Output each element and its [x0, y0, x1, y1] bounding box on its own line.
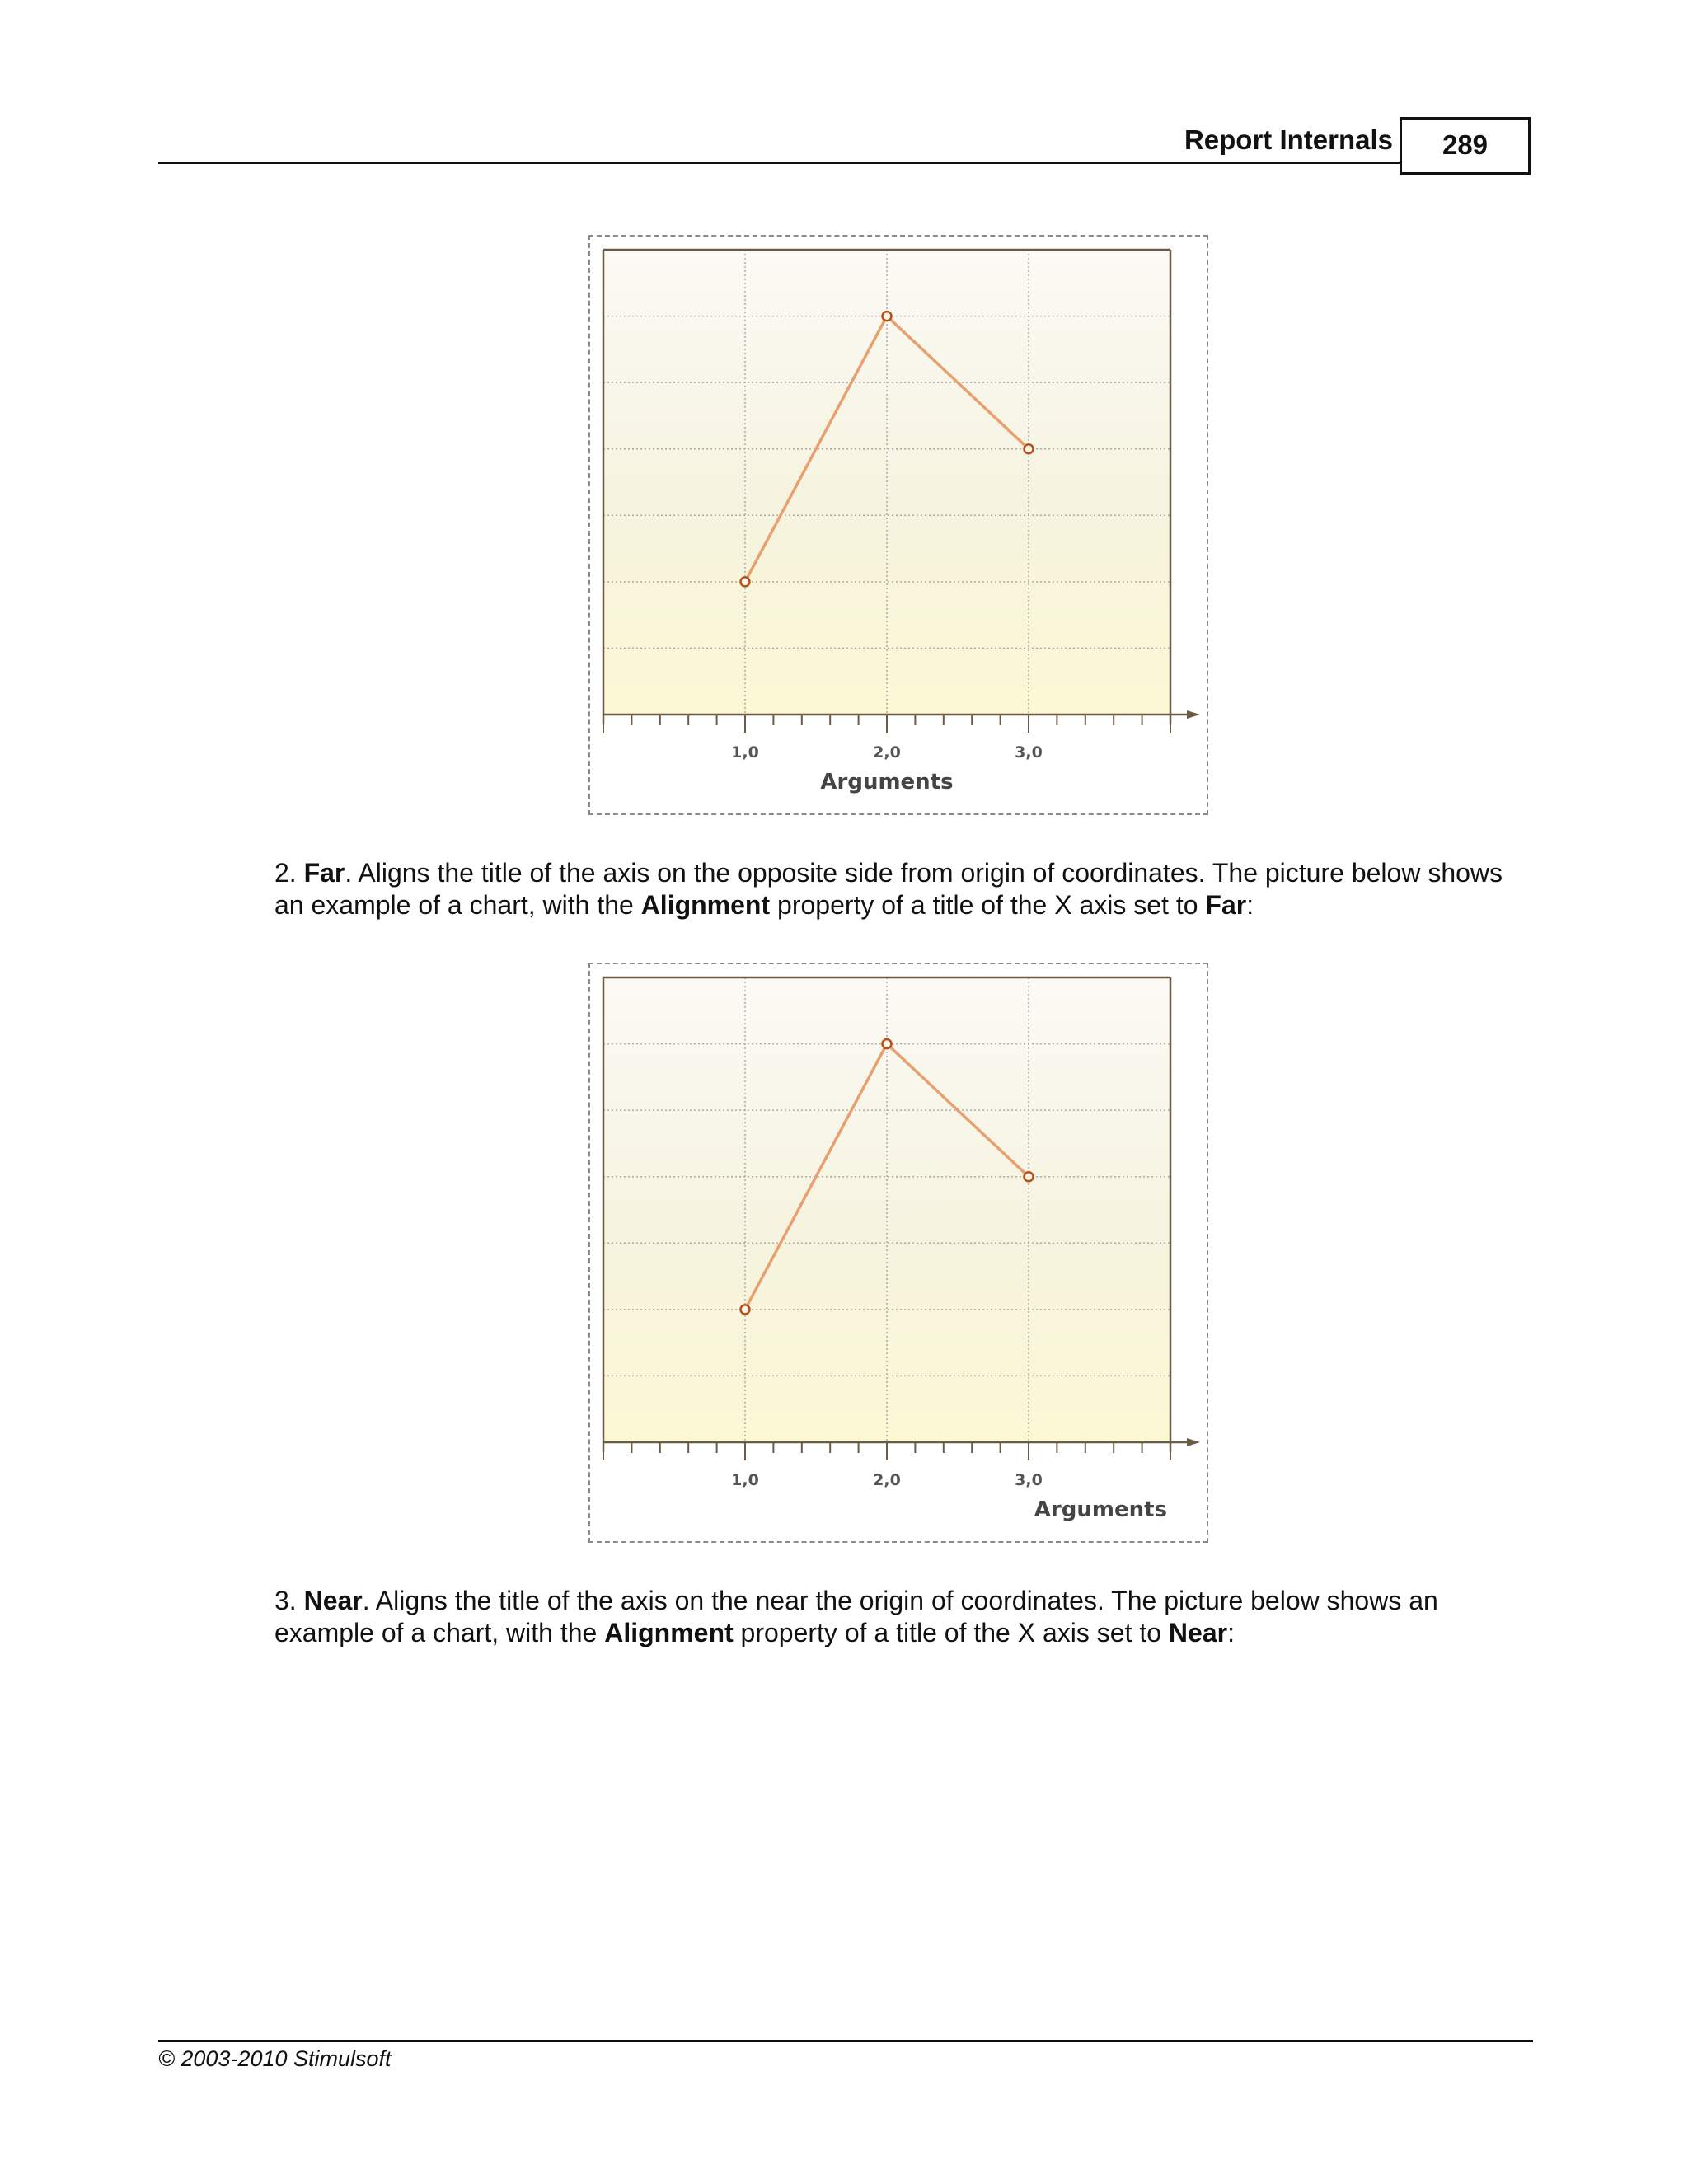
x-axis-ticks — [603, 1442, 1170, 1460]
property-alignment: Alignment — [640, 890, 771, 920]
para-number: 3. — [274, 1586, 304, 1615]
data-point — [1025, 1172, 1034, 1181]
para-end: : — [1246, 890, 1254, 920]
chart-1-svg — [590, 964, 1207, 1541]
header-section-title: Report Internals — [1184, 124, 1393, 155]
x-tick-label: 2,0 — [873, 743, 901, 762]
footer-rule — [158, 2040, 1533, 2042]
x-tick-label: 1,0 — [731, 743, 759, 762]
term-far: Far — [303, 858, 345, 888]
x-axis-ticks — [603, 715, 1170, 733]
chart-far-preceding — [588, 235, 1208, 815]
page-number-box: 289 — [1400, 117, 1531, 175]
para-text: property of a title of the X axis set to — [770, 890, 1206, 920]
x-axis-arrow — [1187, 710, 1200, 719]
data-point — [1025, 444, 1034, 453]
header-rule — [158, 162, 1400, 164]
x-axis-arrow — [1187, 1438, 1200, 1446]
data-point — [883, 312, 892, 321]
data-point — [741, 1305, 750, 1314]
chart-far-example — [588, 963, 1208, 1543]
para-text: . Aligns the title of the axis on the opposite side from origin of coordinates. The picture below shows an example of a chart, with the — [274, 858, 1503, 920]
para-text: . Aligns the title of the axis on the near the origin of coordinates. The picture below shows an example of a chart, with the — [274, 1586, 1438, 1647]
x-tick-label: 3,0 — [1015, 1471, 1043, 1489]
para-end: : — [1227, 1618, 1235, 1647]
x-tick-label: 2,0 — [873, 1471, 901, 1489]
x-tick-label: 3,0 — [1015, 743, 1043, 762]
property-alignment: Alignment — [604, 1618, 734, 1647]
value-near: Near — [1168, 1618, 1228, 1647]
paragraph-near — [274, 1585, 1527, 1649]
data-point — [883, 1039, 892, 1048]
value-far: Far — [1205, 890, 1247, 920]
term-near: Near — [303, 1586, 363, 1615]
x-tick-label: 1,0 — [731, 1471, 759, 1489]
x-axis-title: Arguments — [820, 770, 954, 794]
para-text: property of a title of the X axis set to — [733, 1618, 1169, 1647]
x-axis-title: Arguments — [1034, 1497, 1167, 1522]
chart-0-svg — [590, 237, 1207, 813]
paragraph-far — [274, 857, 1527, 921]
data-point — [741, 577, 750, 586]
para-number: 2. — [274, 858, 304, 888]
footer-copyright: © 2003-2010 Stimulsoft — [158, 2046, 392, 2071]
